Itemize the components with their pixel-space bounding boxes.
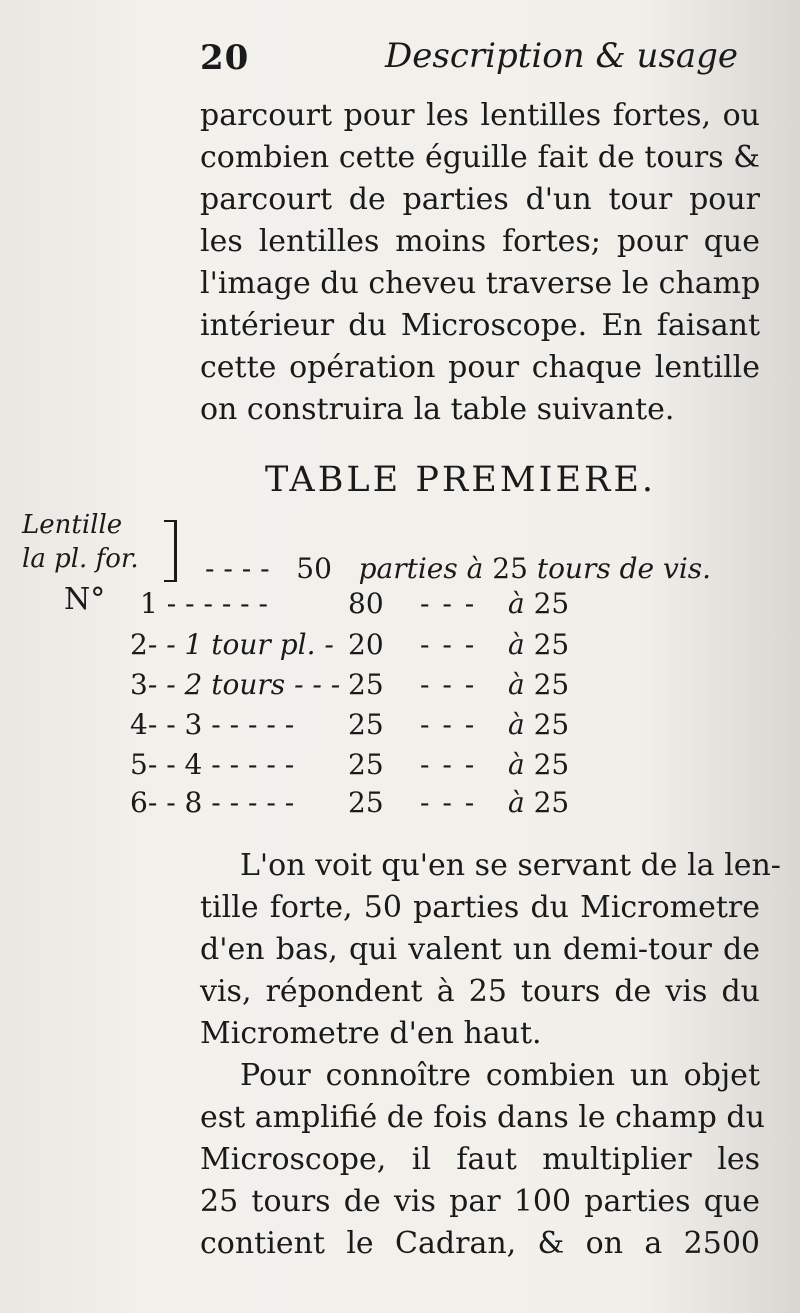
first-row-parties: parties — [358, 552, 458, 585]
text-line: on construira la table suivante. — [200, 392, 675, 427]
text-line: 25 tours de vis par 100 parties que — [200, 1184, 760, 1219]
text-line: Micrometre d'en haut. — [200, 1016, 542, 1051]
first-row-dashes: - - - - — [205, 552, 270, 585]
row-a: à — [508, 786, 525, 819]
row-end: 25 — [533, 628, 570, 661]
table-row — [130, 628, 630, 664]
table-row — [130, 587, 630, 623]
text-line: parcourt de parties d'un tour pour — [200, 182, 760, 217]
paragraph-3 — [200, 1055, 765, 1265]
row-value: 20 — [348, 628, 384, 661]
text-line: l'image du cheveu traverse le champ — [200, 266, 761, 301]
row-number: 5 — [130, 748, 148, 781]
first-row-tours-label: tours de vis. — [536, 552, 712, 585]
text-line: les lentilles moins fortes; pour que — [200, 224, 760, 259]
paragraph-1 — [200, 95, 760, 431]
table-row — [130, 668, 630, 704]
row-a: à — [508, 628, 525, 661]
page-header — [200, 30, 760, 86]
row-value: 25 — [348, 748, 384, 781]
first-row-value: 50 — [296, 552, 332, 585]
bracket — [164, 520, 177, 582]
row-end: 25 — [533, 748, 570, 781]
row-turns: - - 3 — [147, 708, 203, 741]
row-number: 1 — [140, 587, 158, 620]
row-dashes: - - - - - — [211, 748, 295, 781]
row-value: 25 — [348, 708, 384, 741]
row-number: 6 — [130, 786, 148, 819]
page-number: 20 — [200, 38, 250, 78]
first-row-a: à — [466, 552, 484, 585]
row-number: 3 — [130, 668, 148, 701]
row-turns: - - 8 — [147, 786, 203, 819]
row-turns: - - 4 — [147, 748, 203, 781]
row-end: 25 — [533, 587, 570, 620]
row-value: 25 — [348, 668, 384, 701]
row-a: à — [508, 748, 525, 781]
row-dashes: - - - - - — [211, 708, 295, 741]
row-dashes: - - - - - — [211, 786, 295, 819]
table-first-row — [205, 552, 765, 585]
row-dashes: - - - — [420, 668, 477, 701]
text-line: combien cette éguille fait de tours & — [200, 140, 760, 175]
row-dashes: - - - — [420, 748, 477, 781]
text-line: d'en bas, qui valent un demi-tour de — [200, 932, 760, 967]
row-dashes: - - - — [420, 628, 477, 661]
number-label: N° — [64, 582, 106, 617]
table-row — [130, 786, 630, 822]
row-end: 25 — [533, 668, 570, 701]
text-line: est amplifié de fois dans le champ du — [200, 1100, 765, 1135]
row-end: 25 — [533, 786, 570, 819]
row-a: à — [508, 708, 525, 741]
row-dashes: - - - — [420, 587, 477, 620]
row-dashes: - - - - - - — [166, 587, 269, 620]
lentille-label-line1: Lentille — [22, 510, 123, 540]
row-dashes: - - - — [420, 708, 477, 741]
text-line: cette opération pour chaque lentille — [200, 350, 760, 385]
text-line: tille forte, 50 parties du Micrometre — [200, 890, 760, 925]
text-line: parcourt pour les lentilles fortes, ou — [200, 98, 760, 133]
text-line: contient le Cadran, & on a 2500 — [200, 1226, 760, 1261]
row-number: 4 — [130, 708, 148, 741]
text-line: Microscope, il faut multiplier les — [200, 1142, 760, 1177]
text-line: L'on voit qu'en se servant de la len- — [240, 848, 781, 883]
row-value: 80 — [348, 587, 384, 620]
row-turns: - - 1 tour pl. - — [147, 628, 334, 661]
row-dashes: - - - — [420, 786, 477, 819]
row-a: à — [508, 668, 525, 701]
running-title: Description & usage — [385, 36, 739, 76]
lentille-label-line2: la pl. for. — [22, 544, 139, 574]
text-line: intérieur du Microscope. En faisant — [200, 308, 760, 343]
row-turns: - - 2 tours - - - — [147, 668, 341, 701]
row-number: 2 — [130, 628, 148, 661]
table-row — [130, 708, 630, 744]
text-line: vis, répondent à 25 tours de vis du — [200, 974, 760, 1009]
table-row — [130, 748, 630, 784]
text-line: Pour connoître combien un objet — [240, 1058, 760, 1093]
paragraph-2 — [200, 845, 781, 1055]
first-row-tours-value: 25 — [492, 552, 528, 585]
row-end: 25 — [533, 708, 570, 741]
row-value: 25 — [348, 786, 384, 819]
row-a: à — [508, 587, 525, 620]
table-title: TABLE PREMIERE. — [265, 460, 657, 500]
